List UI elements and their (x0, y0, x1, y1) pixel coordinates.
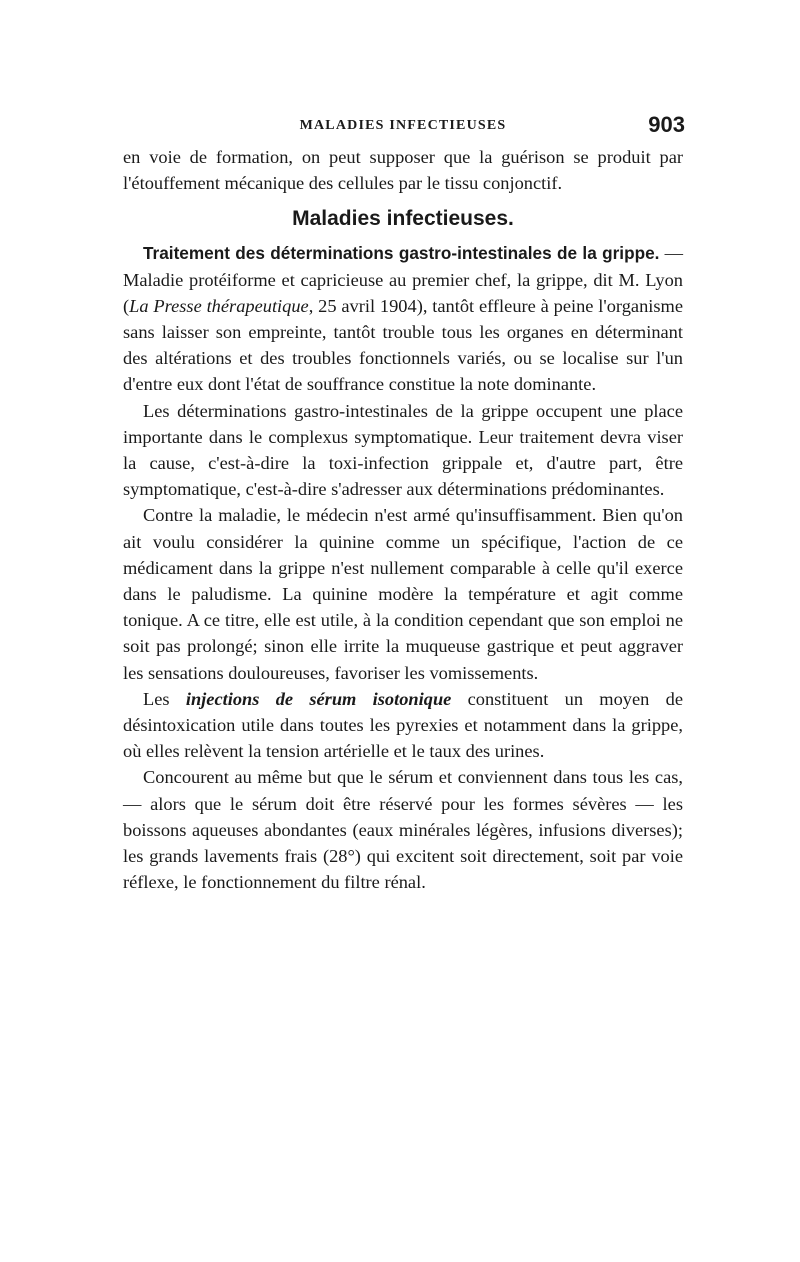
paragraph-1-text-a: — Maladie protéiforme et capricieuse au premier chef, la grippe, dit M. Lyon ( (123, 243, 683, 316)
article-paragraph-3: Contre la maladie, le médecin n'est armé qu'insuffisamment. Bien qu'on ait voulu considérer la quinine comme un spécifique, l'action de ce médicament dans la grippe n'est nullement comparable à celle qu'il exerce dans le paludisme. La quinine modère la température et agit comme tonique. A ce titre, elle est utile, à la condition cependant que son emploi ne soit pas prolongé; sinon elle irrite la muqueuse gastrique et peut aggraver les sensations douloureuses, favoriser les vomissements. (123, 505, 683, 683)
book-page (123, 108, 683, 895)
article-title: Traitement des déterminations gastro-intestinales de la grippe. (143, 243, 660, 264)
article-paragraph-1 (123, 240, 683, 397)
running-header (123, 108, 683, 144)
emphasized-term: injections de sérum isotonique (185, 688, 452, 709)
article-paragraph-5: Concourent au même but que le sérum et conviennent dans tous les cas, — alors que le sérum doit être réservé pour les formes sévères — les boissons aqueuses abondantes (eaux minérales légères, infusions diverses); les grands lavements frais (28°) qui excitent soit directement, soit par voie réflexe, le fonctionnement du filtre rénal. (123, 767, 683, 893)
article-paragraph-2: Les déterminations gastro-intestinales de la grippe occupent une place importante dans le complexus symptomatique. Leur traitement devra viser la cause, c'est-à-dire la toxi-infection grippale et, d'autre part, être symptomatique, c'est-à-dire s'adresser aux déterminations prédominantes. (123, 400, 683, 500)
section-heading: Maladies infectieuses. (292, 207, 514, 231)
article-paragraph-4 (123, 686, 683, 765)
page-number: 903 (648, 112, 685, 137)
running-title: MALADIES INFECTIEUSES (299, 118, 507, 133)
source-journal: La Presse thérapeutique (129, 295, 309, 316)
paragraph-4-text-a: Les (143, 688, 186, 709)
paragraph-1-text-b: , 25 avril 1904), tantôt effleure à peine l'organisme sans laisser son empreinte, tantôt trouble tous les organes en déterminant des altérations et des troubles fonctionnels variés, ou se localise sur l'un d'entre eux dont l'état de souffrance constitue la note dominante. (123, 295, 683, 395)
paragraph-4-text-b: constituent un moyen de désintoxication utile dans toutes les pyrexies et notamment dans la grippe, où elles relèvent la tension artérielle et le taux des urines. (123, 688, 683, 762)
continuation-paragraph: en voie de formation, on peut supposer que la guérison se produit par l'étouffement mécanique des cellules par le tissu conjonctif. (123, 147, 683, 194)
